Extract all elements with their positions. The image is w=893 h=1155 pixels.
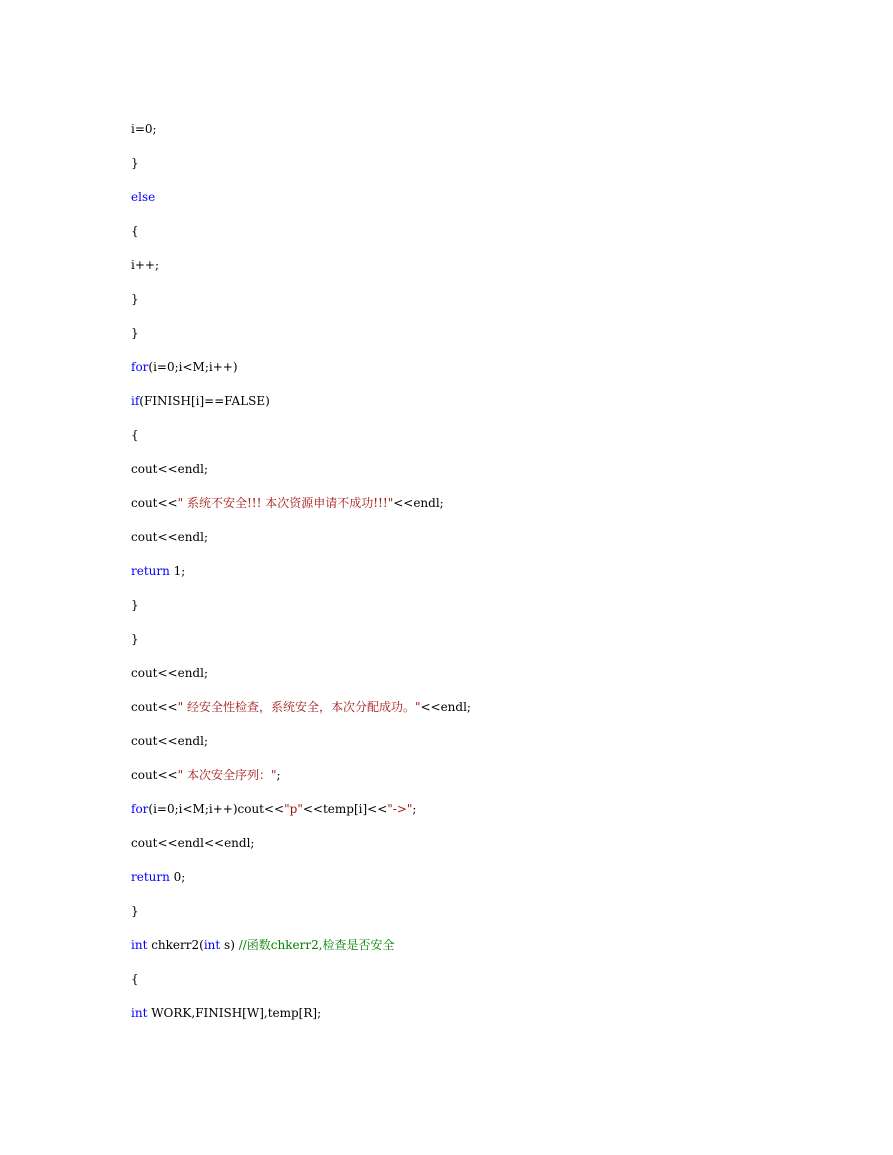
code-keyword: return — [131, 870, 170, 884]
code-text: } — [131, 904, 139, 918]
code-text: { — [131, 972, 139, 986]
code-line — [131, 155, 471, 189]
code-line — [131, 393, 471, 427]
code-line — [131, 427, 471, 461]
code-text: cout<<endl; — [131, 734, 208, 748]
code-line — [131, 801, 471, 835]
code-string: "->" — [387, 802, 413, 816]
code-line — [131, 937, 471, 971]
code-line — [131, 223, 471, 257]
code-text: } — [131, 632, 139, 646]
code-string: "p" — [284, 802, 303, 816]
code-line — [131, 631, 471, 665]
code-text: cout<< — [131, 768, 178, 782]
code-text: cout<<endl; — [131, 462, 208, 476]
code-line — [131, 495, 471, 529]
code-keyword: int — [131, 1006, 148, 1020]
code-text: { — [131, 428, 139, 442]
code-line — [131, 903, 471, 937]
code-text: cout<<endl; — [131, 530, 208, 544]
code-text: (i=0;i<M;i++)cout<< — [148, 802, 285, 816]
code-text: (FINISH[i]==FALSE) — [139, 394, 270, 408]
code-line — [131, 563, 471, 597]
code-keyword: int — [203, 938, 221, 952]
code-comment: //函数chkerr2,检查是否安全 — [238, 938, 395, 952]
code-text: cout<<endl; — [131, 666, 208, 680]
code-text: chkerr2( — [147, 938, 204, 952]
code-line — [131, 529, 471, 563]
code-text: } — [131, 292, 139, 306]
code-line — [131, 121, 471, 155]
code-text: } — [131, 598, 139, 612]
code-line — [131, 767, 471, 801]
code-text: 1; — [169, 564, 186, 578]
code-line — [131, 971, 471, 1005]
code-text: cout<< — [131, 496, 178, 510]
code-text: } — [131, 326, 139, 340]
code-keyword: return — [131, 564, 170, 578]
code-line — [131, 835, 471, 869]
code-line — [131, 1005, 471, 1039]
code-text: ; — [276, 768, 281, 782]
code-keyword: for — [131, 802, 149, 816]
code-text: <<endl; — [420, 700, 471, 714]
code-line — [131, 189, 471, 223]
code-keyword: for — [131, 360, 149, 374]
code-text: s) — [220, 938, 239, 952]
code-keyword: else — [131, 190, 156, 204]
code-text: i=0; — [131, 122, 157, 136]
code-line — [131, 733, 471, 767]
code-line — [131, 325, 471, 359]
code-string: " 经安全性检查，系统安全，本次分配成功。" — [177, 700, 421, 714]
code-text: <<endl; — [393, 496, 444, 510]
code-text: WORK,FINISH[W],temp[R]; — [147, 1006, 322, 1020]
code-text: cout<< — [131, 700, 178, 714]
code-text: (i=0;i<M;i++) — [148, 360, 238, 374]
code-line — [131, 597, 471, 631]
code-line — [131, 257, 471, 291]
code-text: i++; — [131, 258, 159, 272]
code-keyword: if — [131, 394, 140, 408]
code-text: } — [131, 156, 139, 170]
code-text: cout<<endl<<endl; — [131, 836, 255, 850]
code-line — [131, 359, 471, 393]
code-text: 0; — [169, 870, 186, 884]
code-line — [131, 869, 471, 903]
code-line — [131, 461, 471, 495]
code-keyword: int — [131, 938, 148, 952]
code-text: { — [131, 224, 139, 238]
code-text: ; — [412, 802, 417, 816]
code-text: <<temp[i]<< — [302, 802, 388, 816]
code-line — [131, 665, 471, 699]
code-line — [131, 291, 471, 325]
code-string: " 系统不安全!!! 本次资源申请不成功!!!" — [177, 496, 394, 510]
code-string: " 本次安全序列：" — [177, 768, 277, 782]
code-listing — [131, 121, 471, 1039]
code-line — [131, 699, 471, 733]
